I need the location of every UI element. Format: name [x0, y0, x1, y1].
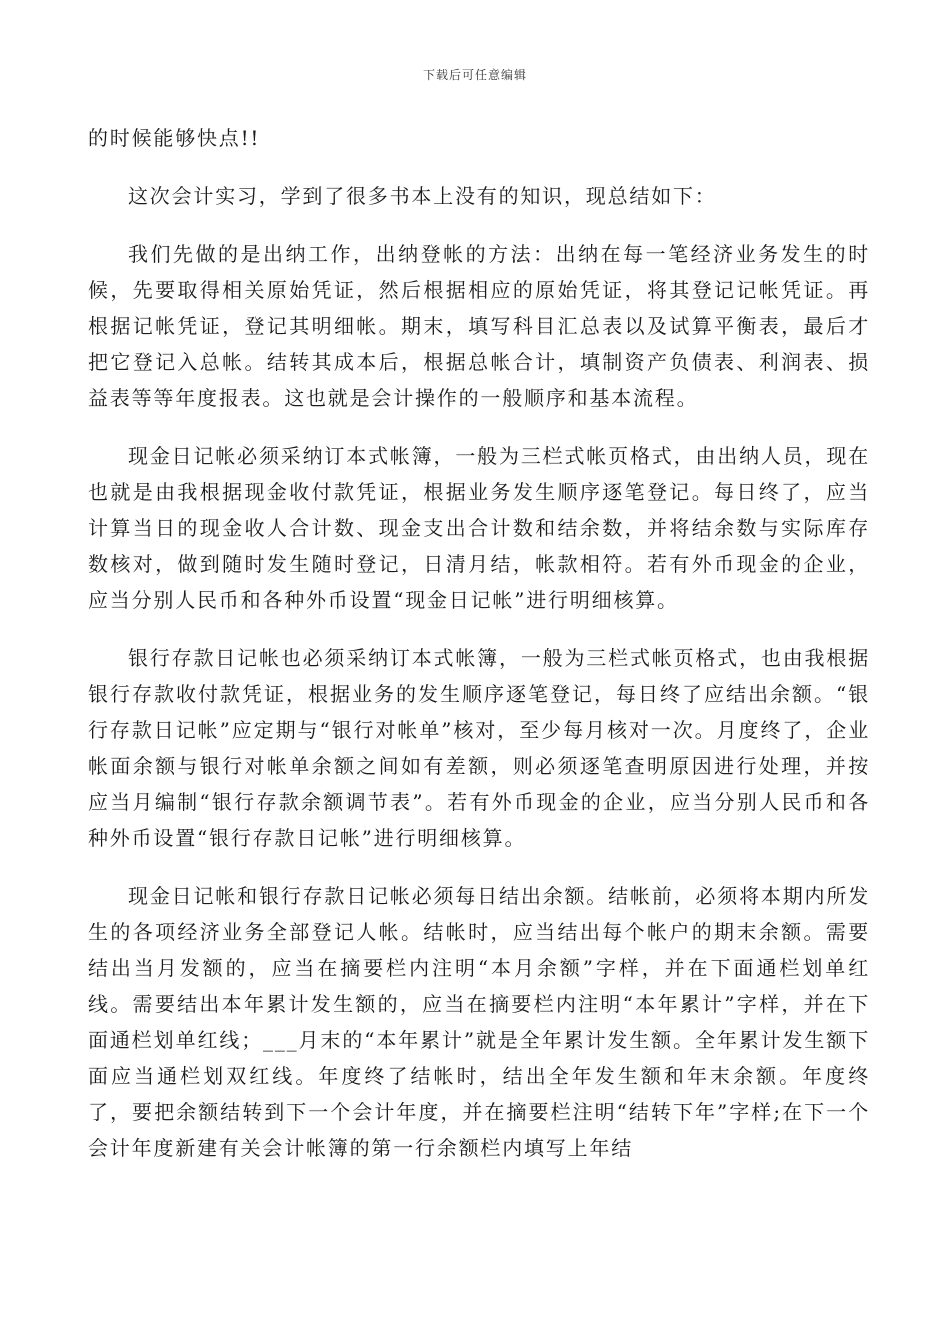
- paragraph-closing-balance: 现金日记帐和银行存款日记帐必须每日结出余额。结帐前，必须将本期内所发生的各项经济业务全部登记人帐。结帐时，应当结出每个帐户的期末余额。需要结出当月发额的，应当在摘要栏内注明“本月余额”字样，并在下面通栏划单红线。需要结出本年累计发生额的，应当在摘要栏内注明“本年累计”字样，并在下面通栏划单红线；___月末的“本年累计”就是全年累计发生额。全年累计发生额下面应当通栏划双红线。年度终了结帐时，结出全年发生额和年末余额。年度终了，要把余额结转到下一个会计年度，并在摘要栏注明“结转下年”字样;在下一个会计年度新建有关会计帐簿的第一行余额栏内填写上年结: [88, 884, 870, 1160]
- paragraph-cash-journal: 现金日记帐必须采纳订本式帐簿，一般为三栏式帐页格式，由出纳人员，现在也就是由我根据现金收付款凭证，根据业务发生顺序逐笔登记。每日终了，应当计算当日的现金收人合计数、现金支出合计数和结余数，并将结余数与实际库存数核对，做到随时发生随时登记，日清月结，帐款相符。若有外币现金的企业，应当分别人民币和各种外币设置“现金日记帐”进行明细核算。: [88, 444, 870, 612]
- document-body: [88, 120, 870, 1188]
- page-header: 下载后可任意编辑: [422, 68, 527, 82]
- paragraph-cashier-method: 我们先做的是出纳工作，出纳登帐的方法：出纳在每一笔经济业务发生的时候，先要取得相关原始凭证，然后根据相应的原始凭证，将其登记记帐凭证。再根据记帐凭证，登记其明细帐。期末，填写科目汇总表以及试算平衡表，最后才把它登记入总帐。结转其成本后，根据总帐合计，填制资产负债表、利润表、损益表等等年度报表。这也就是会计操作的一般顺序和基本流程。: [88, 242, 870, 410]
- paragraph-intro: 这次会计实习，学到了很多书本上没有的知识，现总结如下：: [128, 184, 717, 208]
- paragraph-continuation: 的时候能够快点!!: [88, 126, 261, 150]
- paragraph-bank-journal: 银行存款日记帐也必须采纳订本式帐簿，一般为三栏式帐页格式，也由我根据银行存款收付款凭证，根据业务的发生顺序逐笔登记，每日终了应结出余额。“银行存款日记帐”应定期与“银行对帐单”核对，至少每月核对一次。月度终了，企业帐面余额与银行对帐单余额之间如有差额，则必须逐笔查明原因进行处理，并按应当月编制“银行存款余额调节表”。若有外币现金的企业，应当分别人民币和各种外币设置“银行存款日记帐”进行明细核算。: [88, 646, 870, 850]
